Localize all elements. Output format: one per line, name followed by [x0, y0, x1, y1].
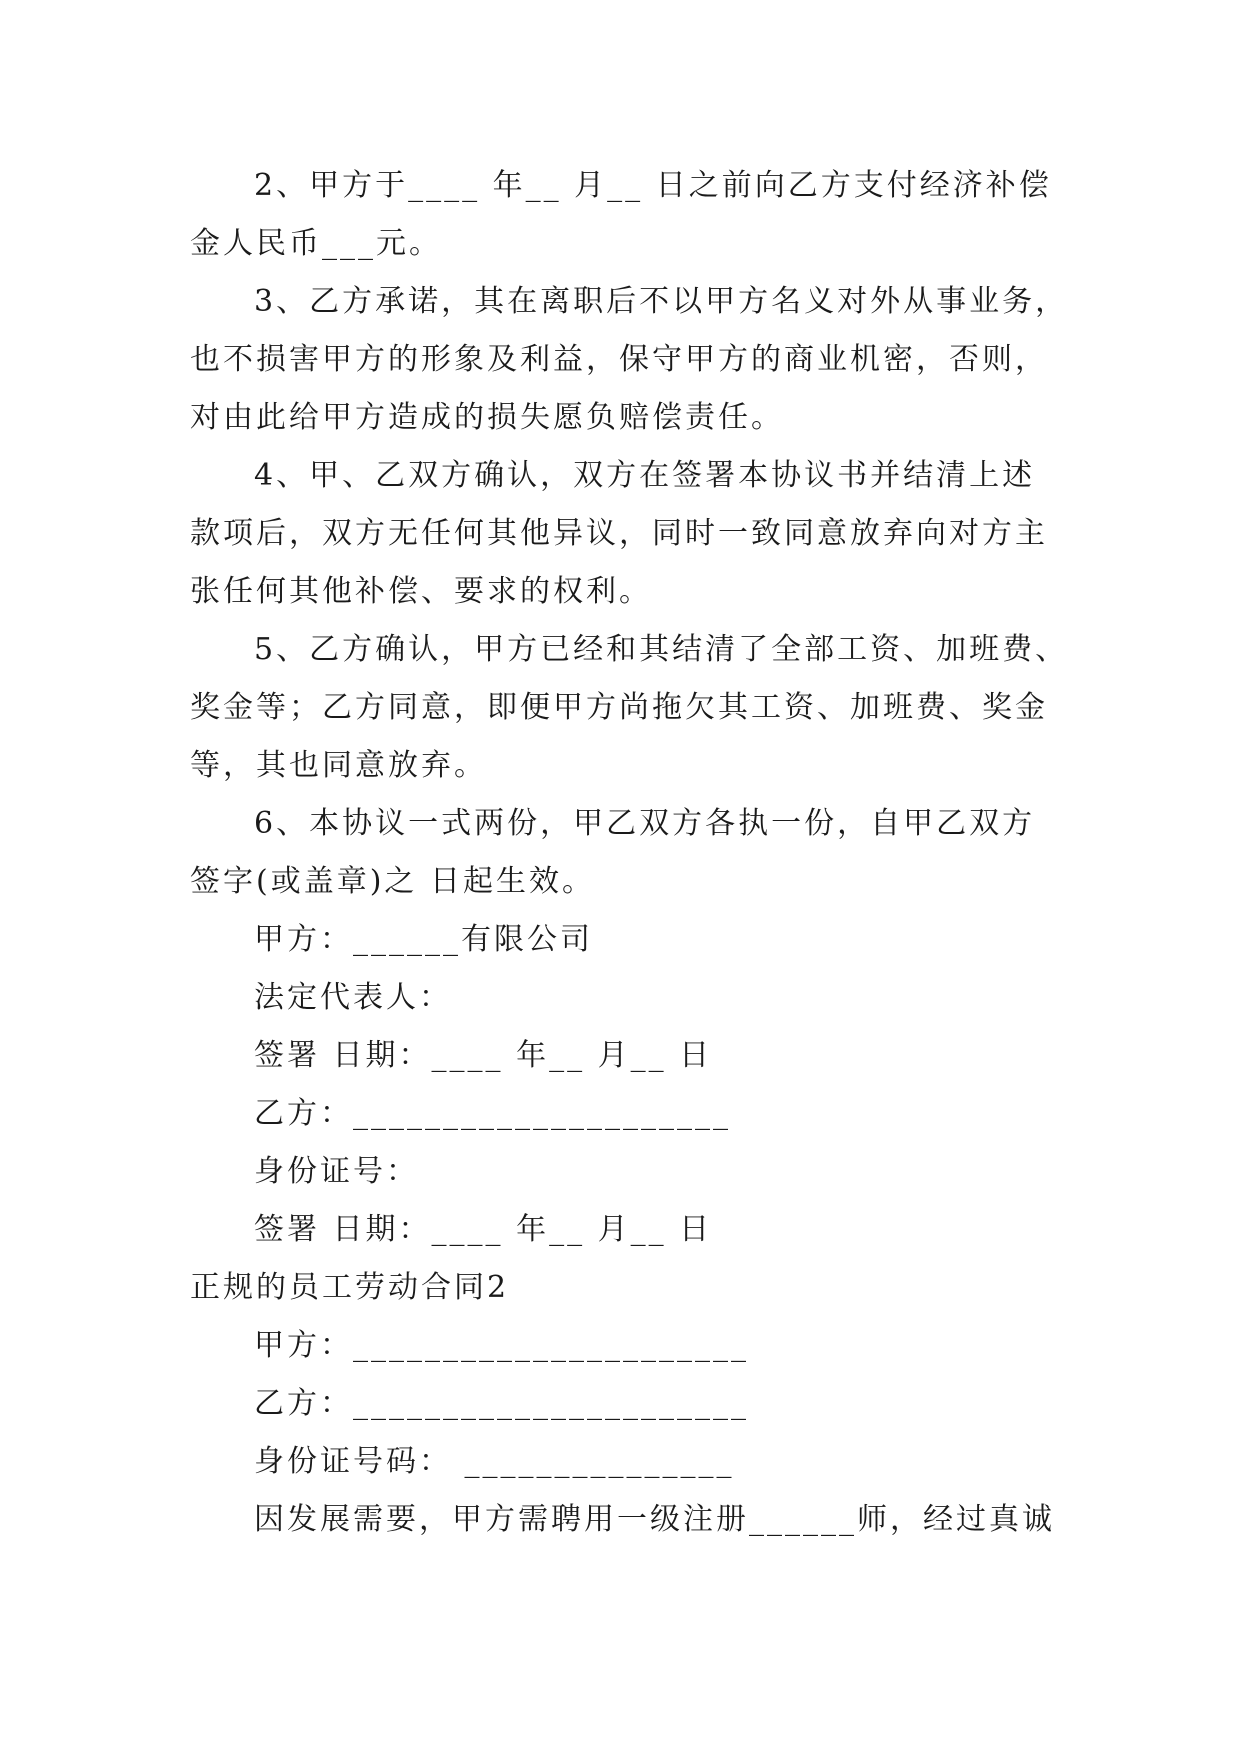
clause-4-line-1: 4、甲、乙双方确认，双方在签署本协议书并结清上述: [254, 458, 1036, 493]
clause-5-line-1: 5、乙方确认，甲方已经和其结清了全部工资、加班费、: [254, 632, 1069, 667]
clause-2-line-1: 2、甲方于____ 年__ 月__ 日之前向乙方支付经济补偿: [254, 168, 1052, 203]
section-title-contract-2: 正规的员工劳动合同2: [190, 1270, 510, 1305]
clause-6-line-2: 签字(或盖章)之 日起生效。: [190, 864, 595, 899]
clause-5-line-2: 奖金等；乙方同意，即便甲方尚拖欠其工资、加班费、奖金: [190, 690, 1048, 725]
party-b-sign-date: 签署 日期：____ 年__ 月__ 日: [254, 1212, 713, 1247]
party-b-id-number: 身份证号：: [254, 1154, 419, 1189]
clause-3-line-1: 3、乙方承诺，其在离职后不以甲方名义对外从事业务，: [254, 284, 1069, 319]
party-a-company: 甲方：______有限公司: [254, 922, 593, 957]
legal-representative: 法定代表人：: [254, 980, 452, 1015]
clause-5-line-3: 等，其也同意放弃。: [190, 748, 487, 783]
document-page: [190, 157, 1069, 1549]
clause-4-line-3: 张任何其他补偿、要求的权利。: [190, 574, 652, 609]
contract-2-id-number: 身份证号码： _______________: [254, 1444, 735, 1479]
party-a-sign-date: 签署 日期：____ 年__ 月__ 日: [254, 1038, 713, 1073]
clause-3-line-2: 也不损害甲方的形象及利益，保守甲方的商业机密，否则，: [190, 342, 1048, 377]
contract-2-party-a: 甲方：______________________: [254, 1328, 749, 1363]
clause-3-line-3: 对由此给甲方造成的损失愿负赔偿责任。: [190, 400, 784, 435]
contract-2-party-b: 乙方：______________________: [254, 1386, 749, 1421]
clause-4-line-2: 款项后，双方无任何其他异议，同时一致同意放弃向对方主: [190, 516, 1048, 551]
clause-2-line-2: 金人民币___元。: [190, 226, 442, 261]
contract-2-intro: 因发展需要，甲方需聘用一级注册______师，经过真诚: [254, 1502, 1055, 1537]
party-b-name: 乙方：_____________________: [254, 1096, 731, 1131]
clause-6-line-1: 6、本协议一式两份，甲乙双方各执一份，自甲乙双方: [254, 806, 1036, 841]
